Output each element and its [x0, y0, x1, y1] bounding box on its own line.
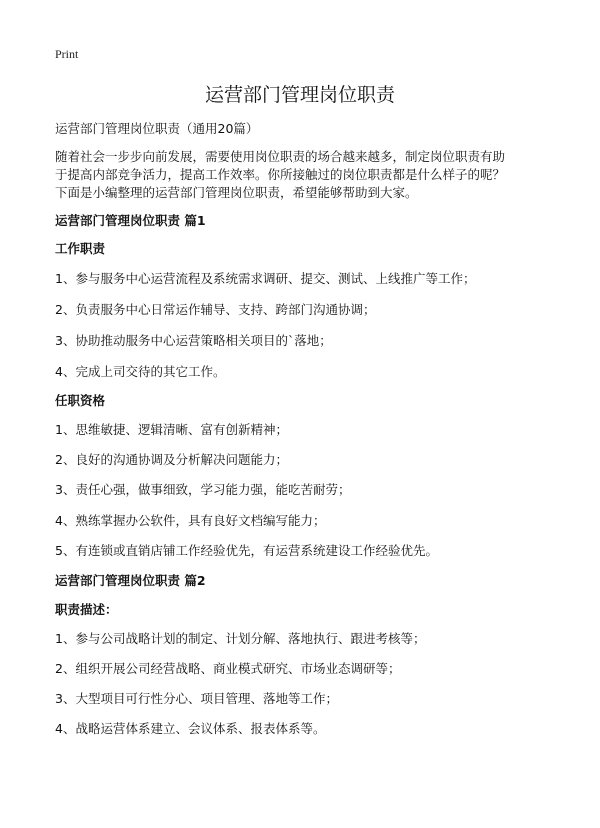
intro-line: 于提高内部竞争活力，提高工作效率。你所接触过的岗位职责都是什么样子的呢？ — [55, 167, 506, 182]
list-item: 2、负责服务中心日常运作辅导、支持、跨部门沟通协调； — [55, 302, 376, 317]
list-item: 1、思维敏捷、逻辑清晰、富有创新精神； — [55, 422, 288, 437]
list-item: 4、熟练掌握办公软件，具有良好文档编写能力； — [55, 513, 326, 528]
group-heading-work-duties: 工作职责 — [55, 241, 106, 256]
list-item: 3、责任心强，做事细致，学习能力强，能吃苦耐劳； — [55, 482, 351, 497]
list-item: 3、大型项目可行性分心、项目管理、落地等工作； — [55, 691, 338, 706]
section-1 — [55, 212, 555, 560]
list-item: 1、参与公司战略计划的制定、计划分解、落地执行、跟进考核等； — [55, 631, 426, 646]
intro-line: 随着社会一步步向前发展，需要使用岗位职责的场合越来越多，制定岗位职责有助 — [55, 149, 506, 164]
page-title: 运营部门管理岗位职责 — [204, 84, 395, 106]
intro-line: 下面是小编整理的运营部门管理岗位职责，希望能够帮助到大家。 — [55, 185, 418, 200]
section-title: 运营部门管理岗位职责 篇2 — [55, 573, 206, 588]
list-item: 5、有连锁或直销店铺工作经验优先，有运营系统建设工作经验优先。 — [55, 543, 438, 558]
list-item: 4、完成上司交待的其它工作。 — [55, 364, 226, 379]
list-item: 2、组织开展公司经营战略、商业模式研究、市场业态调研等； — [55, 661, 401, 676]
list-item: 3、协助推动服务中心运营策略相关项目的`落地； — [55, 333, 332, 348]
intro-paragraph — [55, 148, 555, 202]
article-subtitle: 运营部门管理岗位职责（通用20篇） — [55, 121, 259, 136]
article-body — [55, 120, 555, 738]
list-item: 4、战略运营体系建立、会议体系、报表体系等。 — [55, 721, 326, 736]
group-heading-qualifications: 任职资格 — [55, 393, 106, 408]
list-item: 1、参与服务中心运营流程及系统需求调研、提交、测试、上线推广等工作； — [55, 271, 476, 286]
list-item: 2、良好的沟通协调及分析解决问题能力； — [55, 452, 288, 467]
print-link[interactable]: Print — [55, 47, 79, 61]
section-2 — [55, 572, 555, 738]
group-heading-job-description: 职责描述： — [55, 602, 118, 617]
section-title: 运营部门管理岗位职责 篇1 — [55, 213, 206, 228]
